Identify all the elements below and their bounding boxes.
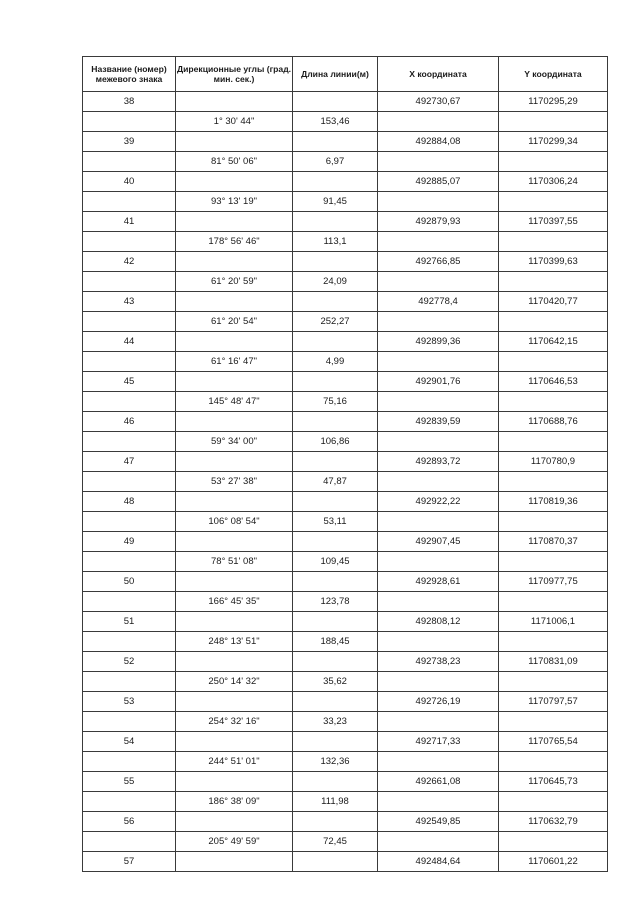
point-row (83, 612, 608, 632)
segment-row (83, 552, 608, 572)
direction-angle: 248° 13' 51" (176, 632, 293, 652)
x-coordinate: 492808,12 (378, 612, 499, 632)
empty-length-cell (293, 212, 378, 232)
line-length: 113,1 (293, 232, 378, 252)
boundary-coordinates-table (82, 56, 608, 872)
empty-angle-cell (176, 452, 293, 472)
empty-x-cell (378, 592, 499, 612)
x-coordinate: 492922,22 (378, 492, 499, 512)
segment-row (83, 352, 608, 372)
header-line-length: Длина линии(м) (293, 57, 378, 92)
empty-y-cell (499, 432, 608, 452)
empty-length-cell (293, 172, 378, 192)
empty-x-cell (378, 152, 499, 172)
point-name: 46 (83, 412, 176, 432)
segment-row (83, 792, 608, 812)
y-coordinate: 1170399,63 (499, 252, 608, 272)
empty-angle-cell (176, 212, 293, 232)
line-length: 53,11 (293, 512, 378, 532)
empty-x-cell (378, 352, 499, 372)
x-coordinate: 492884,08 (378, 132, 499, 152)
empty-y-cell (499, 632, 608, 652)
empty-angle-cell (176, 732, 293, 752)
y-coordinate: 1171006,1 (499, 612, 608, 632)
empty-length-cell (293, 652, 378, 672)
empty-name-cell (83, 792, 176, 812)
x-coordinate: 492717,33 (378, 732, 499, 752)
line-length: 153,46 (293, 112, 378, 132)
point-row (83, 652, 608, 672)
empty-angle-cell (176, 612, 293, 632)
direction-angle: 1° 30' 44" (176, 112, 293, 132)
empty-y-cell (499, 592, 608, 612)
empty-y-cell (499, 672, 608, 692)
empty-length-cell (293, 572, 378, 592)
empty-length-cell (293, 92, 378, 112)
empty-y-cell (499, 312, 608, 332)
point-row (83, 212, 608, 232)
segment-row (83, 272, 608, 292)
header-point-name: Название (номер) межевого знака (83, 57, 176, 92)
line-length: 24,09 (293, 272, 378, 292)
x-coordinate: 492885,07 (378, 172, 499, 192)
point-name: 51 (83, 612, 176, 632)
empty-angle-cell (176, 332, 293, 352)
point-name: 45 (83, 372, 176, 392)
empty-angle-cell (176, 812, 293, 832)
empty-y-cell (499, 512, 608, 532)
empty-x-cell (378, 632, 499, 652)
point-name: 56 (83, 812, 176, 832)
y-coordinate: 1170645,73 (499, 772, 608, 792)
line-length: 47,87 (293, 472, 378, 492)
x-coordinate: 492730,67 (378, 92, 499, 112)
empty-y-cell (499, 752, 608, 772)
point-name: 38 (83, 92, 176, 112)
empty-y-cell (499, 392, 608, 412)
empty-x-cell (378, 112, 499, 132)
x-coordinate: 492738,23 (378, 652, 499, 672)
y-coordinate: 1170831,09 (499, 652, 608, 672)
empty-angle-cell (176, 92, 293, 112)
direction-angle: 106° 08' 54" (176, 512, 293, 532)
y-coordinate: 1170977,75 (499, 572, 608, 592)
empty-angle-cell (176, 492, 293, 512)
empty-angle-cell (176, 292, 293, 312)
empty-name-cell (83, 512, 176, 532)
empty-length-cell (293, 252, 378, 272)
point-row (83, 332, 608, 352)
point-name: 43 (83, 292, 176, 312)
segment-row (83, 512, 608, 532)
empty-name-cell (83, 672, 176, 692)
y-coordinate: 1170646,53 (499, 372, 608, 392)
y-coordinate: 1170819,36 (499, 492, 608, 512)
x-coordinate: 492839,59 (378, 412, 499, 432)
segment-row (83, 712, 608, 732)
direction-angle: 61° 20' 59" (176, 272, 293, 292)
empty-name-cell (83, 232, 176, 252)
direction-angle: 244° 51' 01" (176, 752, 293, 772)
point-row (83, 292, 608, 312)
empty-name-cell (83, 472, 176, 492)
x-coordinate: 492778,4 (378, 292, 499, 312)
line-length: 132,36 (293, 752, 378, 772)
point-name: 52 (83, 652, 176, 672)
point-row (83, 372, 608, 392)
empty-angle-cell (176, 652, 293, 672)
empty-length-cell (293, 812, 378, 832)
header-direction-angle: Дирекционные углы (град. мин. сек.) (176, 57, 293, 92)
empty-x-cell (378, 272, 499, 292)
line-length: 123,78 (293, 592, 378, 612)
point-row (83, 812, 608, 832)
empty-x-cell (378, 232, 499, 252)
direction-angle: 81° 50' 06" (176, 152, 293, 172)
point-name: 42 (83, 252, 176, 272)
line-length: 4,99 (293, 352, 378, 372)
segment-row (83, 392, 608, 412)
point-row (83, 732, 608, 752)
empty-x-cell (378, 192, 499, 212)
empty-angle-cell (176, 372, 293, 392)
table-header-row (83, 57, 608, 92)
y-coordinate: 1170797,57 (499, 692, 608, 712)
x-coordinate: 492899,36 (378, 332, 499, 352)
empty-name-cell (83, 712, 176, 732)
empty-x-cell (378, 672, 499, 692)
empty-length-cell (293, 372, 378, 392)
point-row (83, 452, 608, 472)
x-coordinate: 492549,85 (378, 812, 499, 832)
direction-angle: 53° 27' 38" (176, 472, 293, 492)
x-coordinate: 492901,76 (378, 372, 499, 392)
direction-angle: 254° 32' 16" (176, 712, 293, 732)
segment-row (83, 632, 608, 652)
point-name: 54 (83, 732, 176, 752)
line-length: 188,45 (293, 632, 378, 652)
direction-angle: 178° 56' 46" (176, 232, 293, 252)
line-length: 252,27 (293, 312, 378, 332)
y-coordinate: 1170306,24 (499, 172, 608, 192)
point-row (83, 852, 608, 872)
empty-length-cell (293, 532, 378, 552)
empty-length-cell (293, 612, 378, 632)
empty-y-cell (499, 472, 608, 492)
segment-row (83, 152, 608, 172)
empty-y-cell (499, 232, 608, 252)
y-coordinate: 1170601,22 (499, 852, 608, 872)
header-x-coordinate: X координата (378, 57, 499, 92)
empty-length-cell (293, 132, 378, 152)
direction-angle: 61° 20' 54" (176, 312, 293, 332)
empty-name-cell (83, 392, 176, 412)
empty-x-cell (378, 432, 499, 452)
x-coordinate: 492766,85 (378, 252, 499, 272)
empty-name-cell (83, 552, 176, 572)
empty-angle-cell (176, 572, 293, 592)
empty-length-cell (293, 692, 378, 712)
empty-name-cell (83, 352, 176, 372)
y-coordinate: 1170870,37 (499, 532, 608, 552)
point-name: 41 (83, 212, 176, 232)
empty-angle-cell (176, 852, 293, 872)
line-length: 35,62 (293, 672, 378, 692)
empty-x-cell (378, 512, 499, 532)
empty-y-cell (499, 272, 608, 292)
point-name: 53 (83, 692, 176, 712)
empty-name-cell (83, 432, 176, 452)
point-row (83, 172, 608, 192)
segment-row (83, 752, 608, 772)
point-row (83, 252, 608, 272)
point-row (83, 492, 608, 512)
empty-x-cell (378, 392, 499, 412)
y-coordinate: 1170632,79 (499, 812, 608, 832)
line-length: 33,23 (293, 712, 378, 732)
empty-x-cell (378, 752, 499, 772)
table-body (83, 92, 608, 872)
empty-name-cell (83, 272, 176, 292)
line-length: 72,45 (293, 832, 378, 852)
point-name: 40 (83, 172, 176, 192)
empty-length-cell (293, 412, 378, 432)
empty-x-cell (378, 552, 499, 572)
segment-row (83, 832, 608, 852)
y-coordinate: 1170295,29 (499, 92, 608, 112)
point-row (83, 132, 608, 152)
direction-angle: 78° 51' 08" (176, 552, 293, 572)
x-coordinate: 492879,93 (378, 212, 499, 232)
y-coordinate: 1170688,76 (499, 412, 608, 432)
empty-name-cell (83, 192, 176, 212)
empty-angle-cell (176, 772, 293, 792)
point-name: 49 (83, 532, 176, 552)
line-length: 111,98 (293, 792, 378, 812)
point-name: 55 (83, 772, 176, 792)
y-coordinate: 1170765,54 (499, 732, 608, 752)
line-length: 6,97 (293, 152, 378, 172)
empty-angle-cell (176, 412, 293, 432)
empty-name-cell (83, 632, 176, 652)
point-name: 48 (83, 492, 176, 512)
empty-y-cell (499, 352, 608, 372)
segment-row (83, 472, 608, 492)
point-name: 39 (83, 132, 176, 152)
empty-name-cell (83, 832, 176, 852)
empty-length-cell (293, 292, 378, 312)
direction-angle: 145° 48' 47" (176, 392, 293, 412)
empty-name-cell (83, 152, 176, 172)
point-name: 50 (83, 572, 176, 592)
line-length: 106,86 (293, 432, 378, 452)
x-coordinate: 492907,45 (378, 532, 499, 552)
empty-length-cell (293, 852, 378, 872)
empty-x-cell (378, 832, 499, 852)
direction-angle: 61° 16' 47" (176, 352, 293, 372)
empty-angle-cell (176, 252, 293, 272)
point-name: 44 (83, 332, 176, 352)
segment-row (83, 312, 608, 332)
point-name: 57 (83, 852, 176, 872)
empty-name-cell (83, 312, 176, 332)
y-coordinate: 1170397,55 (499, 212, 608, 232)
empty-x-cell (378, 312, 499, 332)
y-coordinate: 1170642,15 (499, 332, 608, 352)
empty-name-cell (83, 112, 176, 132)
point-row (83, 412, 608, 432)
empty-y-cell (499, 712, 608, 732)
segment-row (83, 232, 608, 252)
empty-length-cell (293, 772, 378, 792)
header-y-coordinate: Y координата (499, 57, 608, 92)
empty-y-cell (499, 552, 608, 572)
x-coordinate: 492928,61 (378, 572, 499, 592)
point-row (83, 572, 608, 592)
empty-name-cell (83, 592, 176, 612)
point-row (83, 532, 608, 552)
empty-y-cell (499, 152, 608, 172)
x-coordinate: 492726,19 (378, 692, 499, 712)
empty-y-cell (499, 192, 608, 212)
empty-length-cell (293, 452, 378, 472)
direction-angle: 93° 13' 19" (176, 192, 293, 212)
empty-x-cell (378, 472, 499, 492)
empty-angle-cell (176, 692, 293, 712)
direction-angle: 250° 14' 32" (176, 672, 293, 692)
empty-length-cell (293, 492, 378, 512)
empty-x-cell (378, 712, 499, 732)
empty-y-cell (499, 792, 608, 812)
direction-angle: 166° 45' 35" (176, 592, 293, 612)
segment-row (83, 672, 608, 692)
line-length: 75,16 (293, 392, 378, 412)
empty-y-cell (499, 112, 608, 132)
empty-y-cell (499, 832, 608, 852)
point-row (83, 772, 608, 792)
empty-angle-cell (176, 532, 293, 552)
direction-angle: 59° 34' 00" (176, 432, 293, 452)
point-row (83, 92, 608, 112)
empty-length-cell (293, 332, 378, 352)
y-coordinate: 1170780,9 (499, 452, 608, 472)
x-coordinate: 492661,08 (378, 772, 499, 792)
segment-row (83, 112, 608, 132)
empty-angle-cell (176, 172, 293, 192)
point-name: 47 (83, 452, 176, 472)
segment-row (83, 192, 608, 212)
segment-row (83, 432, 608, 452)
direction-angle: 205° 49' 59" (176, 832, 293, 852)
empty-angle-cell (176, 132, 293, 152)
x-coordinate: 492484,64 (378, 852, 499, 872)
y-coordinate: 1170299,34 (499, 132, 608, 152)
y-coordinate: 1170420,77 (499, 292, 608, 312)
line-length: 109,45 (293, 552, 378, 572)
empty-x-cell (378, 792, 499, 812)
empty-name-cell (83, 752, 176, 772)
point-row (83, 692, 608, 712)
line-length: 91,45 (293, 192, 378, 212)
empty-length-cell (293, 732, 378, 752)
direction-angle: 186° 38' 09" (176, 792, 293, 812)
segment-row (83, 592, 608, 612)
x-coordinate: 492893,72 (378, 452, 499, 472)
